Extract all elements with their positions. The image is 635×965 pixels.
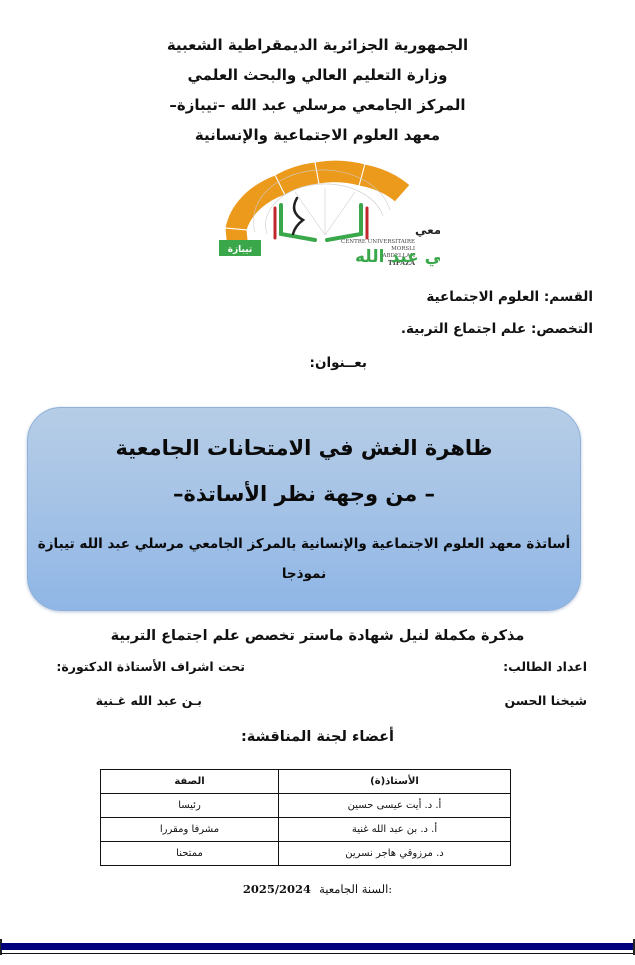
table-row bbox=[101, 794, 511, 818]
logo-latin-line: ABDELLAH bbox=[382, 253, 415, 259]
jury-member-name: أ. د. أيت عيسى حسين bbox=[279, 794, 511, 818]
jury-table bbox=[100, 769, 511, 866]
logo-calligraphy: ي عبد الله bbox=[355, 247, 440, 267]
academic-year-label: السنة الجامعية: bbox=[319, 882, 393, 896]
logo-arc bbox=[225, 160, 410, 250]
column-header-professor: الأستاذ(ة) bbox=[279, 770, 511, 794]
specialty-label: التخصص: علم اجتماع التربية. bbox=[400, 321, 593, 337]
table-row bbox=[101, 818, 511, 842]
footer-border-bar bbox=[1, 943, 633, 950]
logo-book bbox=[275, 198, 367, 240]
academic-year-value: 2025/2024 bbox=[242, 882, 312, 896]
thesis-title: ظاهرة الغش في الامتحانات الجامعية bbox=[115, 436, 493, 460]
logo-latin-line: TIPAZA bbox=[387, 259, 415, 267]
footer-border-line bbox=[1, 953, 633, 954]
jury-member-name: أ. د. بن عبد الله غنية bbox=[279, 818, 511, 842]
supervisor-name: بـن عبد الله غـنية bbox=[95, 693, 202, 708]
logo-arabic-name: معي bbox=[415, 223, 440, 237]
header-ministry: وزارة التعليم العالي والبحث العلمي bbox=[187, 66, 448, 84]
header-institute: معهد العلوم الاجتماعية والإنسانية bbox=[194, 126, 441, 144]
university-logo bbox=[215, 150, 440, 280]
title-intro-label: بعــنوان: bbox=[309, 355, 367, 371]
jury-member-role: رئيسا bbox=[101, 794, 279, 818]
thesis-title-box bbox=[27, 407, 581, 611]
header-republic: الجمهورية الجزائرية الديمقراطية الشعبية bbox=[166, 36, 469, 54]
jury-member-name: د. مرزوقي هاجر نسرين bbox=[279, 842, 511, 866]
academic-year bbox=[0, 882, 635, 896]
student-label: اعداد الطالب: bbox=[503, 659, 587, 674]
logo-latin-line: MORSLI bbox=[391, 246, 415, 252]
supervisor-label: تحت اشراف الأستاذة الدكتورة: bbox=[56, 659, 245, 674]
jury-member-role: ممتحنا bbox=[101, 842, 279, 866]
jury-table-header bbox=[101, 770, 511, 794]
logo-emblem-icon bbox=[215, 150, 440, 280]
header-university-center: المركز الجامعي مرسلي عبد الله –تيبازة– bbox=[169, 96, 466, 114]
logo-latin-line: CENTRE UNIVERSITAIRE bbox=[341, 239, 415, 245]
student-name: شيخنا الحسن bbox=[504, 693, 587, 708]
column-header-role: الصفة bbox=[101, 770, 279, 794]
logo-badge-text: تيبازة bbox=[227, 245, 253, 255]
table-row bbox=[101, 842, 511, 866]
department-label: القسم: العلوم الاجتماعية bbox=[426, 289, 593, 305]
jury-member-role: مشرفا ومقررا bbox=[101, 818, 279, 842]
thesis-case-study: أساتذة معهد العلوم الاجتماعية والإنسانية بالمركز الجامعي مرسلي عبد الله تيبازة bbox=[37, 536, 571, 552]
jury-heading: أعضاء لجنة المناقشة: bbox=[240, 729, 395, 745]
thesis-case-study-model: نموذجا bbox=[281, 566, 327, 582]
memo-statement: مذكرة مكملة لنيل شهادة ماستر تخصص علم اجتماع التربية bbox=[110, 628, 525, 644]
thesis-subtitle: – من وجهة نظر الأساتذة– bbox=[172, 482, 436, 506]
